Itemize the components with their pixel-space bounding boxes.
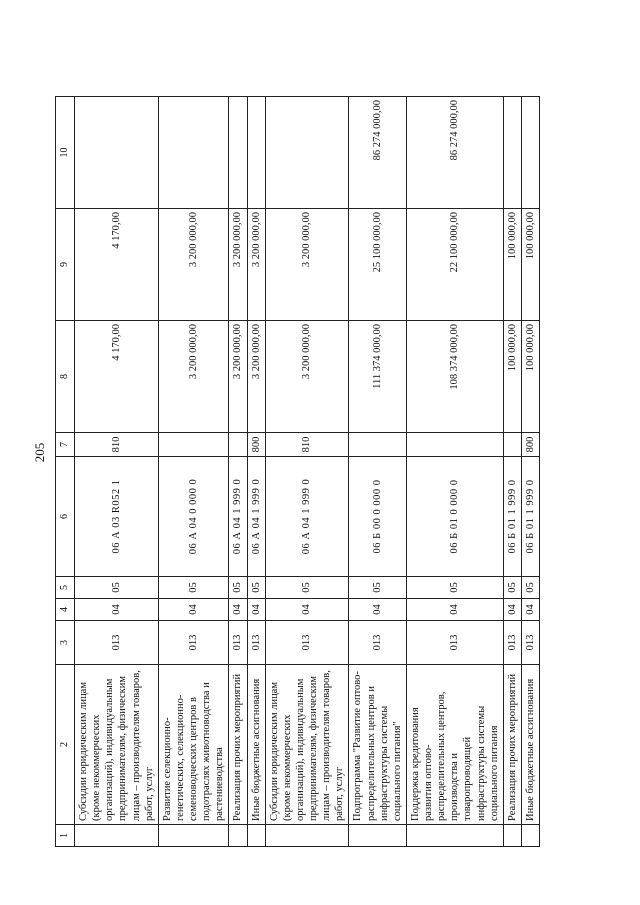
table-cell: 05 <box>406 577 503 599</box>
table-cell <box>265 825 349 847</box>
table-cell <box>75 97 159 209</box>
table-cell <box>349 825 407 847</box>
table-row <box>503 97 521 847</box>
table-cell: 3 200 000,00 <box>229 209 247 321</box>
table-row <box>521 97 539 847</box>
column-header: 4 <box>56 599 75 621</box>
table-cell: 4 170,00 <box>75 321 159 433</box>
table-cell <box>247 97 265 209</box>
table-cell: 22 100 000,00 <box>406 209 503 321</box>
table-cell: 810 <box>265 433 349 457</box>
column-header: 2 <box>56 665 75 825</box>
table-cell: 3 200 000,00 <box>229 321 247 433</box>
table-row <box>349 97 407 847</box>
table-cell: Субсидии юридическим лицам (кроме некоммерческих организаций), индивидуальным предпринимателям, физическим лицам – производителям товаров, работ, услуг <box>75 665 159 825</box>
table-cell: 06 А 04 1 999 0 <box>247 457 265 577</box>
table-cell: 05 <box>247 577 265 599</box>
table-cell: 013 <box>247 621 265 665</box>
table-cell <box>158 97 229 209</box>
table-cell: 05 <box>75 577 159 599</box>
table-cell: 100 000,00 <box>521 321 539 433</box>
table-cell: 86 274 000,00 <box>406 97 503 209</box>
table-cell: 3 200 000,00 <box>265 209 349 321</box>
table-cell: 06 А 03 R052 1 <box>75 457 159 577</box>
table-cell: 013 <box>503 621 521 665</box>
table-cell: 013 <box>349 621 407 665</box>
table-cell: 100 000,00 <box>503 321 521 433</box>
table-cell: 06 Б 01 0 000 0 <box>406 457 503 577</box>
table-cell <box>75 825 159 847</box>
table-cell: 3 200 000,00 <box>247 321 265 433</box>
header-row <box>56 97 75 847</box>
table-cell: 86 274 000,00 <box>349 97 407 209</box>
table-cell: 100 000,00 <box>521 209 539 321</box>
table-cell: 05 <box>503 577 521 599</box>
table-cell <box>349 433 407 457</box>
table-row <box>158 97 229 847</box>
table-cell: 800 <box>247 433 265 457</box>
table-row <box>75 97 159 847</box>
column-header: 8 <box>56 321 75 433</box>
table-cell <box>158 433 229 457</box>
table-cell: 06 Б 01 1 999 0 <box>503 457 521 577</box>
table-cell <box>265 97 349 209</box>
table-cell: Субсидии юридическим лицам (кроме некоммерческих организаций), индивидуальным предпринимателям, физическим лицам – производителям товаров, работ, услуг <box>265 665 349 825</box>
table-cell: 04 <box>349 599 407 621</box>
table-cell: 013 <box>158 621 229 665</box>
table-cell <box>229 97 247 209</box>
table-cell: 04 <box>521 599 539 621</box>
table-cell <box>503 97 521 209</box>
column-header: 5 <box>56 577 75 599</box>
table-cell: 3 200 000,00 <box>247 209 265 321</box>
budget-table <box>55 96 540 847</box>
table-cell: 05 <box>521 577 539 599</box>
table-row <box>406 97 503 847</box>
table-cell: 3 200 000,00 <box>265 321 349 433</box>
table-cell: 05 <box>158 577 229 599</box>
column-header: 1 <box>56 825 75 847</box>
table-cell: 06 А 04 0 000 0 <box>158 457 229 577</box>
table-cell: 04 <box>158 599 229 621</box>
table-cell: 111 374 000,00 <box>349 321 407 433</box>
table-cell <box>158 825 229 847</box>
table-cell: 013 <box>406 621 503 665</box>
table-cell: Реализация прочих мероприятий <box>503 665 521 825</box>
table-cell <box>247 825 265 847</box>
column-header: 7 <box>56 433 75 457</box>
table-cell: 800 <box>521 433 539 457</box>
table-cell <box>229 433 247 457</box>
table-cell: Поддержка кредитования развития оптово-распределительных центров, производства и товаропроводящей инфраструктуры системы социального питания <box>406 665 503 825</box>
table-cell <box>521 825 539 847</box>
table-cell: 013 <box>75 621 159 665</box>
table-cell: 25 100 000,00 <box>349 209 407 321</box>
table-cell: 05 <box>349 577 407 599</box>
table-cell: 04 <box>75 599 159 621</box>
table-cell: 06 Б 00 0 000 0 <box>349 457 407 577</box>
table-cell: 04 <box>247 599 265 621</box>
table-cell: 810 <box>75 433 159 457</box>
table-cell: 100 000,00 <box>503 209 521 321</box>
table-cell <box>406 825 503 847</box>
column-header: 10 <box>56 97 75 209</box>
table-cell: 013 <box>521 621 539 665</box>
column-header: 3 <box>56 621 75 665</box>
table-cell: Реализация прочих мероприятий <box>229 665 247 825</box>
table-cell: 04 <box>229 599 247 621</box>
table-cell: 04 <box>265 599 349 621</box>
table-cell: 06 А 04 1 999 0 <box>229 457 247 577</box>
table-cell <box>503 433 521 457</box>
table-cell <box>406 433 503 457</box>
table-cell: 108 374 000,00 <box>406 321 503 433</box>
table-cell: 013 <box>229 621 247 665</box>
table-row <box>247 97 265 847</box>
table-cell: 04 <box>406 599 503 621</box>
table-cell: 3 200 000,00 <box>158 209 229 321</box>
table-cell: 4 170,00 <box>75 209 159 321</box>
table-cell: 06 А 04 1 999 0 <box>265 457 349 577</box>
table-cell: 3 200 000,00 <box>158 321 229 433</box>
column-header: 6 <box>56 457 75 577</box>
table-cell: Подпрограмма "Развитие оптово-распределительных центров и инфраструктуры системы социального питания" <box>349 665 407 825</box>
page-number: 205 <box>32 442 47 463</box>
table-cell <box>229 825 247 847</box>
table-cell <box>503 825 521 847</box>
table-cell: 04 <box>503 599 521 621</box>
table-cell: Развитие селекционно-генетических, селекционно-семеноводческих центров в подотраслях животноводства и растениеводства <box>158 665 229 825</box>
column-header: 9 <box>56 209 75 321</box>
table-row <box>265 97 349 847</box>
table-cell: Иные бюджетные ассигнования <box>247 665 265 825</box>
table-row <box>229 97 247 847</box>
table-cell: 06 Б 01 1 999 0 <box>521 457 539 577</box>
table-cell: 05 <box>265 577 349 599</box>
table-cell: Иные бюджетные ассигнования <box>521 665 539 825</box>
table-cell: 05 <box>229 577 247 599</box>
table-cell <box>521 97 539 209</box>
table-cell: 013 <box>265 621 349 665</box>
